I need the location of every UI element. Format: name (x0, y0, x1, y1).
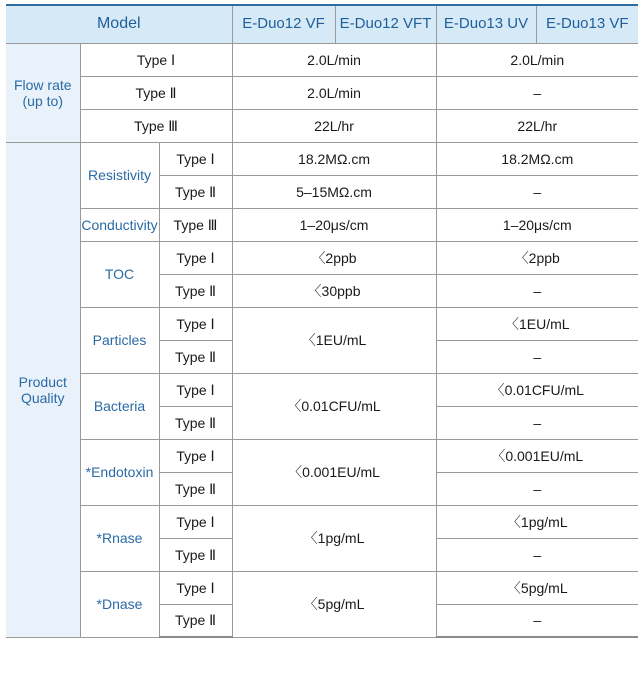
value-cell: 22L/hr (436, 109, 638, 142)
type-cell: Type Ⅱ (159, 175, 232, 208)
product-quality-label: Product Quality (6, 142, 80, 637)
type-cell: Type Ⅱ (159, 340, 232, 373)
type-cell: Type Ⅱ (159, 472, 232, 505)
rnase-label: *Rnase (80, 505, 159, 571)
table-row (6, 439, 638, 472)
value-cell: 〈1EU/mL (232, 307, 436, 373)
table-row (6, 43, 638, 76)
type-cell: Type Ⅰ (159, 142, 232, 175)
value-cell: 〈5pg/mL (436, 571, 638, 604)
value-cell: – (436, 76, 638, 109)
value-cell: 1–20μs/cm (436, 208, 638, 241)
value-cell: – (436, 604, 638, 637)
dnase-label: *Dnase (80, 571, 159, 637)
conductivity-label: Conductivity (80, 208, 159, 241)
type-cell: Type Ⅰ (80, 43, 232, 76)
header-e-duo12-vf: E-Duo12 VF (232, 5, 335, 43)
value-cell: – (436, 274, 638, 307)
value-cell: – (436, 538, 638, 571)
value-cell: 〈0.01CFU/mL (232, 373, 436, 439)
header-e-duo13-vf: E-Duo13 VF (536, 5, 638, 43)
value-cell: 18.2MΩ.cm (436, 142, 638, 175)
value-cell: 〈1EU/mL (436, 307, 638, 340)
endotoxin-label: *Endotoxin (80, 439, 159, 505)
type-cell: Type Ⅰ (159, 571, 232, 604)
value-cell: 2.0L/min (436, 43, 638, 76)
header-row (6, 5, 638, 43)
value-cell: 5–15MΩ.cm (232, 175, 436, 208)
table-row (6, 505, 638, 538)
value-cell: 1–20μs/cm (232, 208, 436, 241)
type-cell: Type Ⅱ (159, 274, 232, 307)
type-cell: Type Ⅱ (159, 538, 232, 571)
value-cell: 〈30ppb (232, 274, 436, 307)
value-cell: – (436, 406, 638, 439)
toc-label: TOC (80, 241, 159, 307)
type-cell: Type Ⅰ (159, 241, 232, 274)
value-cell: 〈1pg/mL (232, 505, 436, 571)
header-model: Model (6, 5, 232, 43)
type-cell: Type Ⅰ (159, 505, 232, 538)
value-cell: 〈2ppb (436, 241, 638, 274)
value-cell: 〈5pg/mL (232, 571, 436, 637)
table-row (6, 142, 638, 175)
table-row (6, 109, 638, 142)
value-cell: – (436, 340, 638, 373)
value-cell: 18.2MΩ.cm (232, 142, 436, 175)
value-cell: 〈0.01CFU/mL (436, 373, 638, 406)
value-cell: 2.0L/min (232, 76, 436, 109)
table-row (6, 571, 638, 604)
table-row (6, 208, 638, 241)
table-row (6, 373, 638, 406)
type-cell: Type Ⅱ (159, 604, 232, 637)
value-cell: 22L/hr (232, 109, 436, 142)
table-row (6, 241, 638, 274)
type-cell: Type Ⅰ (159, 439, 232, 472)
type-cell: Type Ⅲ (80, 109, 232, 142)
table-row (6, 76, 638, 109)
value-cell: 〈2ppb (232, 241, 436, 274)
value-cell: 〈1pg/mL (436, 505, 638, 538)
type-cell: Type Ⅱ (159, 406, 232, 439)
value-cell: – (436, 175, 638, 208)
header-e-duo13-uv: E-Duo13 UV (436, 5, 536, 43)
type-cell: Type Ⅰ (159, 373, 232, 406)
table-row (6, 307, 638, 340)
flow-rate-label: Flow rate (up to) (6, 43, 80, 142)
value-cell: 〈0.001EU/mL (232, 439, 436, 505)
resistivity-label: Resistivity (80, 142, 159, 208)
header-e-duo12-vft: E-Duo12 VFT (335, 5, 436, 43)
spec-table (6, 4, 638, 638)
value-cell: – (436, 472, 638, 505)
type-cell: Type Ⅱ (80, 76, 232, 109)
type-cell: Type Ⅰ (159, 307, 232, 340)
bacteria-label: Bacteria (80, 373, 159, 439)
value-cell: 〈0.001EU/mL (436, 439, 638, 472)
particles-label: Particles (80, 307, 159, 373)
value-cell: 2.0L/min (232, 43, 436, 76)
type-cell: Type Ⅲ (159, 208, 232, 241)
